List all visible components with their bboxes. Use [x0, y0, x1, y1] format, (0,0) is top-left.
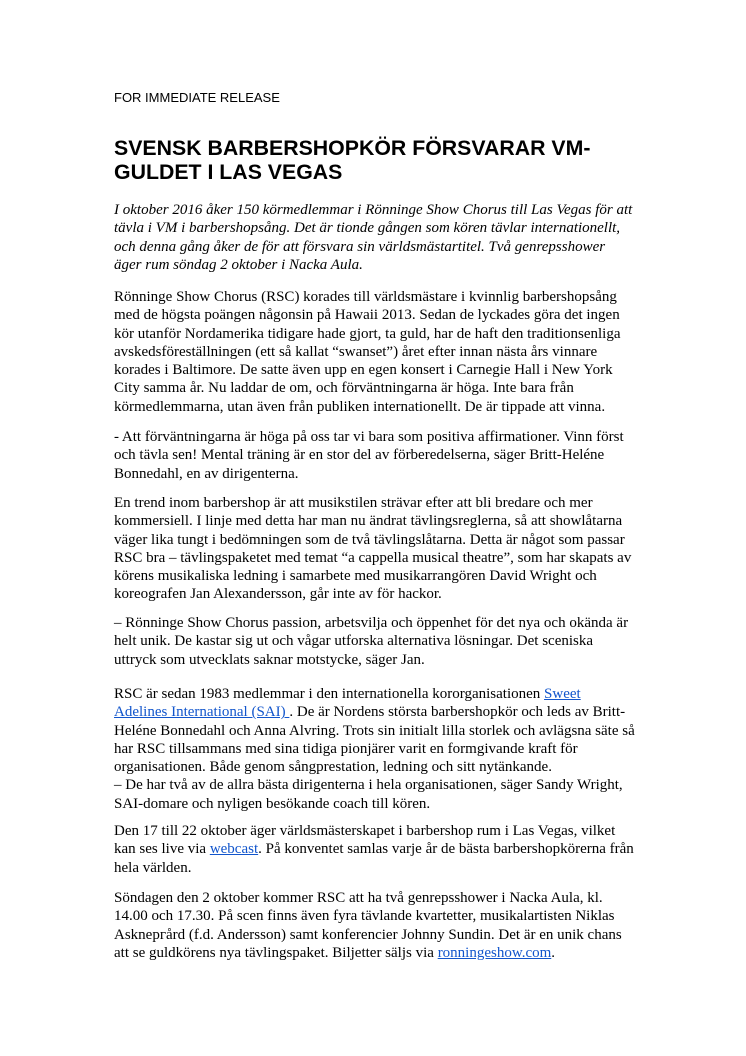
- paragraph-6-text-after: . På konventet samlas varje år de bästa barbershopkörerna från hela världen.: [114, 841, 634, 876]
- paragraph-7: [114, 889, 636, 962]
- paragraph-5: [114, 685, 636, 813]
- paragraph-4: – Rönninge Show Chorus passion, arbetsvilja och öppenhet för det nya och okända är helt unik. De kastar sig ut och vågar utforska alternativa lösningar. Det sceniska uttryck som utvecklats saknar motstycke, säger Jan.: [114, 615, 629, 668]
- paragraph-3: En trend inom barbershop är att musikstilen strävar efter att bli bredare och mer kommersiell. I linje med detta har man nu ändrat tävlingsreglerna, så att showlåtarna väger lika tungt i bedömningen som de två tävlingslåtarna. Detta är något som passar RSC bra – tävlingspaketet med temat “a cappella musical theatre”, som har skapats av körens musikaliska ledning i samarbete med musikarrangören David Wright och koreografen Jan Alexandersson, går inte av för hackor.: [114, 495, 632, 603]
- webcast-link[interactable]: webcast: [209, 841, 259, 858]
- paragraph-7-text-after: .: [551, 944, 556, 961]
- release-label: FOR IMMEDIATE RELEASE: [114, 90, 280, 105]
- intro-paragraph: I oktober 2016 åker 150 körmedlemmar i Rönninge Show Chorus till Las Vegas för att tävla i VM i barbershopsång. Det är tionde gången som kören tävlar internationellt, och denna gång åker de för att försvara sin världsmästartitel. Två genrepsshower äger rum söndag 2 oktober i Nacka Aula.: [114, 202, 633, 273]
- paragraph-1: Rönninge Show Chorus (RSC) korades till världsmästare i kvinnlig barbershopsång med de högsta poängen någonsin på Hawaii 2013. Sedan de lyckades göra det ingen kör utanför Nordamerika tidigare hade gjort, ta guld, har de haft den traditionsenliga avskedsföreställningen (ett så kallat “swanset”) året efter innan nästa års vinnare korades i Baltimore. De satte även upp en egen konsert i Carnegie Hall i New York City samma år. Nu laddar de om, och förväntningarna är höga. Inte bara från körmedlemmarna, utan även från publiken internationellt. De är tippade att vinna.: [114, 289, 621, 415]
- paragraph-5-text-after: . De är Nordens största barbershopkör och leds av Britt-Heléne Bonnedahl och Anna Alvring. Trots sin initialt lilla storlek och avlägsna säte så har RSC tillsammans med sina tidiga pionjärer varit en formgivande kraft för organisationen. Både genom sångprestation, ledning och sitt nytänkande.: [114, 704, 635, 776]
- paragraph-2: - Att förväntningarna är höga på oss tar vi bara som positiva affirmationer. Vinn först och tävla sen! Mental träning är en stor del av förberedelserna, säger Britt-Heléne Bonnedahl, en av dirigenterna.: [114, 429, 624, 482]
- headline: SVENSK BARBERSHOPKÖR FÖRSVARAR VM-GULDET I LAS VEGAS: [114, 136, 591, 184]
- ronningeshow-link[interactable]: ronningeshow.com: [437, 944, 552, 961]
- paragraph-5-text-before: RSC är sedan 1983 medlemmar i den internationella kororganisationen: [114, 686, 545, 702]
- paragraph-6: [114, 822, 636, 877]
- paragraph-6-text-before: Den 17 till 22 oktober äger världsmästerskapet i barbershop rum i Las Vegas, vilket kan ses live via: [114, 823, 616, 858]
- paragraph-7-text-before: Söndagen den 2 oktober kommer RSC att ha två genrepsshower i Nacka Aula, kl. 14.00 och 17.30. På scen finns även fyra tävlande kvartetter, musikalartisten Niklas Askneргård (f.d. Andersson) samt konferencier Johnny Sundin. Det är en unik chans att se guldkörens nya tävlingspaket. Biljetter säljs via: [114, 890, 622, 961]
- paragraph-5-quote: – De har två av de allra bästa dirigenterna i hela organisationen, säger Sandy Wright, SAI-domare och nyligen besökande coach till kören.: [114, 777, 623, 812]
- sai-link[interactable]: Sweet Adelines International (SAI): [114, 686, 581, 721]
